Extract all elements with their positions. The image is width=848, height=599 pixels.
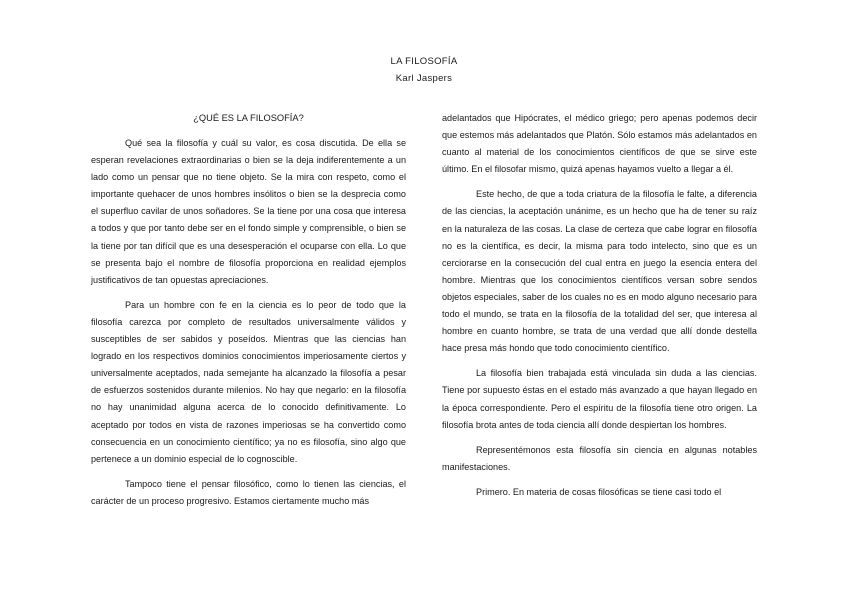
document-author: Karl Jaspers <box>395 73 453 84</box>
left-column <box>91 110 406 518</box>
paragraph: Este hecho, de que a toda criatura de la filosofía le falte, a diferencia de las ciencias, la aceptación unánime, es un hecho que ha de tener su raíz en la naturaleza de las cosas. La clase de certeza que cabe lograr en filosofía no es la científica, es decir, la misma para todo intelecto, sino que es un cerciorarse en la consecución del cual entra en juego la esencia entera del hombre. Mientras que los conocimientos científicos versan sobre sendos objetos especiales, saber de los cuales no es en modo alguno necesario para todo el mundo, se trata en la filosofía de la totalidad del ser, que interesa al hombre en cuanto hombre, se trata de una verdad que allí donde destella hace presa más hondo que todo conocimiento científico. <box>442 189 757 354</box>
paragraph: Para un hombre con fe en la ciencia es lo peor de todo que la filosofía carezca por completo de resultados universalmente válidos y susceptibles de ser sabidos y poseídos. Mientras que las ciencias han logrado en los respectivos dominios conocimientos imperiosamente ciertos y universalmente aceptados, nada semejante ha alcanzado la filosofía a pesar de esfuerzos sostenidos durante milenios. No hay que negarlo: en la filosofía no hay unanimidad alguna acerca de lo conocido definitivamente. Lo aceptado por todos en vista de razones imperiosas se ha convertido como consecuencia en un conocimiento científico; ya no es filosofía, sino algo que pertenece a un dominio especial de lo cognoscible. <box>91 299 406 464</box>
paragraph: La filosofía bien trabajada está vinculada sin duda a las ciencias. Tiene por supuesto éstas en el estado más avanzado a que hayan llegado en la época correspondiente. Pero el espíritu de la filosofía tiene otro origen. La filosofía brota antes de toda ciencia allí donde despiertan los hombres. <box>442 368 757 430</box>
paragraph: Tampoco tiene el pensar filosófico, como lo tienen las ciencias, el carácter de un proceso progresivo. Estamos ciertamente mucho más <box>91 478 406 506</box>
paragraph-continued: adelantados que Hipócrates, el médico griego; pero apenas podemos decir que estemos más adelantados que Platón. Sólo estamos más adelantados en cuanto al material de los conocimientos científicos de que se sirve este último. En el filosofar mismo, quizá apenas hayamos vuelto a llegar a él. <box>442 113 757 175</box>
section-heading: ¿QUÉ ES LA FILOSOFÍA? <box>193 113 304 123</box>
document-title: LA FILOSOFÍA <box>390 56 458 67</box>
paragraph: Representémonos esta filosofía sin ciencia en algunas notables manifestaciones. <box>442 444 757 472</box>
paragraph: Qué sea la filosofía y cuál su valor, es cosa discutida. De ella se esperan revelaciones extraordinarias o bien se la deja indiferentemente a un lado como un pensar que no tiene objeto. Se la mira con respeto, como el importante quehacer de unos hombres insólitos o bien se la desprecia como el superfluo cavilar de unos soñadores. Se la tiene por una cosa que interesa a todos y que por tanto debe ser en el fondo simple y comprensible, o bien se la tiene por tan difícil que es una desesperación el ocuparse con ella. Lo que se presenta bajo el nombre de filosofía proporciona en realidad ejemplos justificativos de tan opuestas apreciaciones. <box>91 138 406 285</box>
paragraph: Primero. En materia de cosas filosóficas se tiene casi todo el <box>476 486 722 497</box>
right-column <box>442 110 757 509</box>
